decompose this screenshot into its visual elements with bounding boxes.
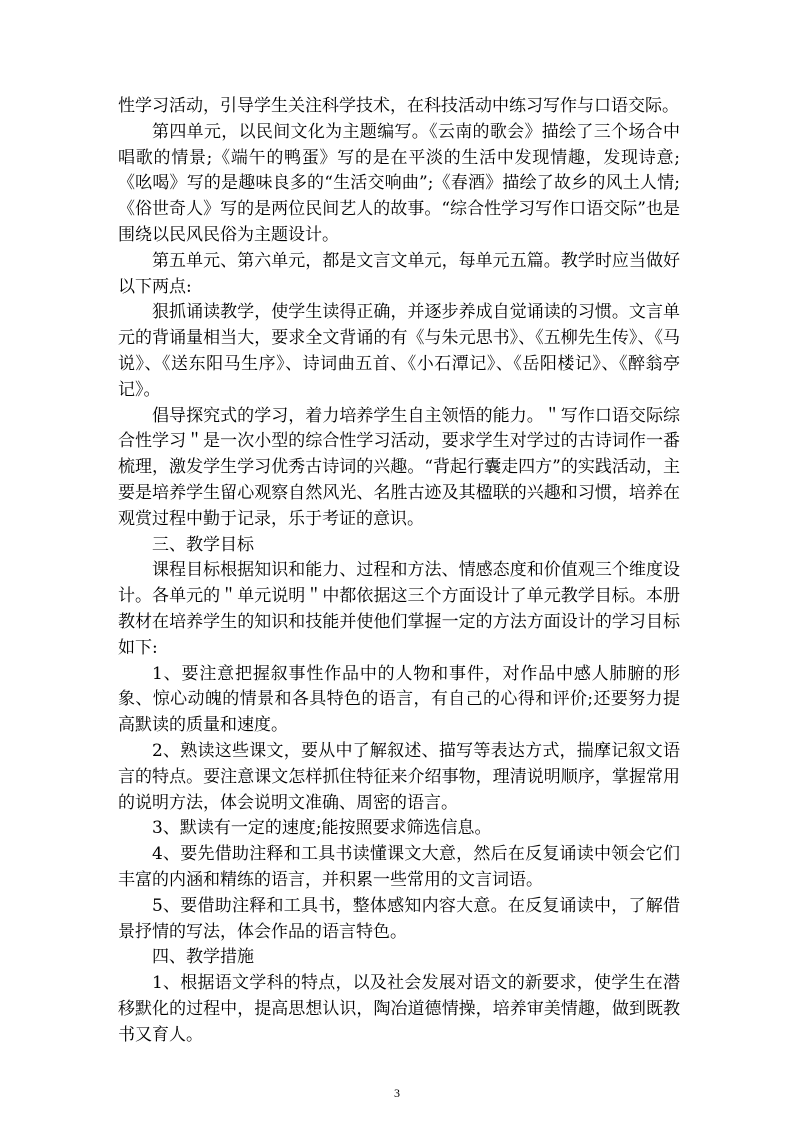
list-item: 1、要注意把握叙事性作品中的人物和事件，对作品中感人肺腑的形象、惊心动魄的情景和各具特色的语言，有自己的心得和评价;还要努力提高默读的质量和速度。: [118, 663, 680, 736]
document-body: [118, 94, 680, 1048]
paragraph: 倡导探究式的学习，着力培养学生自主领悟的能力。＂写作口语交际综合性学习＂是一次小型的综合性学习活动，要求学生对学过的古诗词作一番梳理，激发学生学习优秀古诗词的兴趣。“背起行囊走四方”的实践活动，主要是培养学生留心观察自然风光、名胜古迹及其楹联的兴趣和习惯，培养在观赏过程中勤于记录，乐于考证的意识。: [118, 405, 680, 529]
list-item: 1、根据语文学科的特点，以及社会发展对语文的新要求，使学生在潜移默化的过程中，提高思想认识，陶冶道德情操，培养审美情趣，做到既教书又育人。: [118, 973, 680, 1045]
paragraph: 性学习活动，引导学生关注科学技术，在科技活动中练习写作与口语交际。: [118, 96, 679, 116]
list-item: 4、要先借助注释和工具书读懂课文大意，然后在反复诵读中领会它们丰富的内涵和精练的语言，并积累一些常用的文言词语。: [118, 844, 680, 890]
section-heading: 四、教学措施: [152, 947, 254, 968]
list-item: 3、默读有一定的速度;能按照要求筛选信息。: [152, 818, 492, 839]
list-item: 5、要借助注释和工具书，整体感知内容大意。在反复诵读中，了解借景抒情的写法，体会作品的语言特色。: [118, 895, 680, 942]
list-item: 2、熟读这些课文，要从中了解叙述、描写等表达方式，揣摩记叙文语言的特点。要注意课文怎样抓住特征来介绍事物，理清说明顺序，掌握常用的说明方法，体会说明文准确、周密的语言。: [118, 740, 680, 813]
page-number: 3: [394, 1086, 400, 1100]
paragraph: 课程目标根据知识和能力、过程和方法、情感态度和价值观三个维度设计。各单元的＂单元说明＂中都依据这三个方面设计了单元教学目标。本册教材在培养学生的知识和技能并使他们掌握一定的方法方面设计的学习目标如下:: [118, 560, 680, 658]
paragraph: 第四单元，以民间文化为主题编写。《云南的歌会》描绘了三个场合中唱歌的情景;《端午的鸭蛋》写的是在平淡的生活中发现情趣，发现诗意;《吆喝》写的是趣味良多的“生活交响曲”;《春酒》描绘了故乡的风土人情;《俗世奇人》写的是两位民间艺人的故事。“综合性学习写作口语交际”也是围绕以民风民俗为主题设计。: [118, 121, 680, 245]
section-heading: 三、教学目标: [152, 534, 254, 555]
paragraph: 第五单元、第六单元，都是文言文单元，每单元五篇。教学时应当做好以下两点:: [118, 250, 680, 297]
paragraph: 狠抓诵读教学，使学生读得正确，并逐步养成自觉诵读的习惯。文言单元的背诵量相当大，要求全文背诵的有《与朱元思书》、《五柳先生传》、《马说》、《送东阳马生序》、诗词曲五首、《小石潭记》、《岳阳楼记》、《醉翁亭记》。: [118, 302, 680, 400]
